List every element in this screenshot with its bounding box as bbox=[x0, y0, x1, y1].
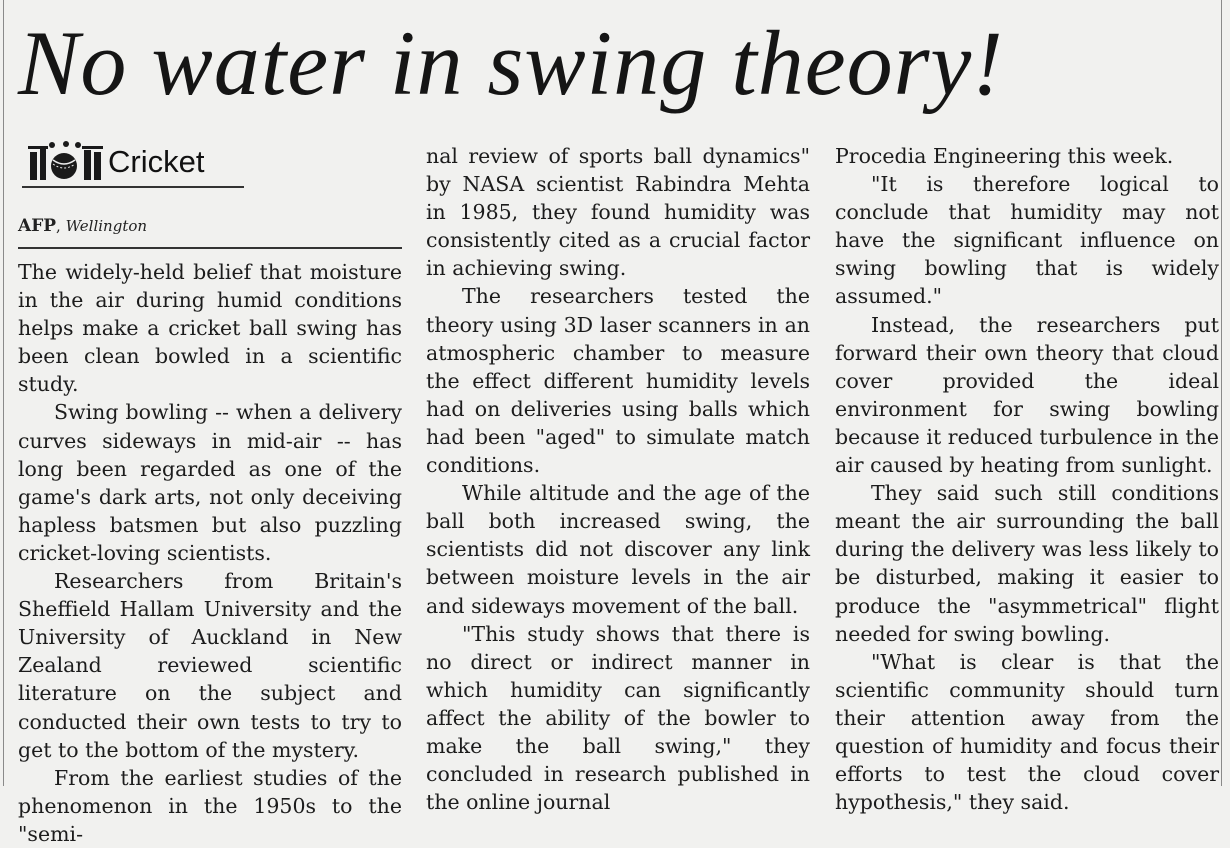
paragraph: nal review of sports ball dynamics" by NASA scientist Rabindra Mehta in 1985, they found humidity was consistently cited as a crucial factor in achieving swing. bbox=[426, 144, 810, 281]
byline-agency: AFP bbox=[18, 216, 57, 236]
paragraph: "It is therefore logical to conclude that humidity may not have the significant influence on swing bowling that is widely assumed." bbox=[835, 172, 1219, 309]
page-border-right bbox=[1221, 0, 1222, 786]
page-border-left bbox=[3, 0, 4, 786]
paragraph: Researchers from Britain's Sheffield Hallam University and the University of Auckland in New Zealand reviewed scientific literature on the subject and conducted their own tests to try to get to the bottom of the mystery. bbox=[18, 569, 402, 762]
article-column-3 bbox=[835, 142, 1219, 816]
article-column-1 bbox=[18, 258, 402, 848]
headline: No water in swing theory! bbox=[18, 12, 1004, 114]
paragraph: Swing bowling -- when a delivery curves sideways in mid-air -- has long been regarded as one of the game's dark arts, not only deceiving hapless batsmen but also puzzling cricket-loving scientists. bbox=[18, 400, 402, 565]
paragraph: Procedia Engineering this week. bbox=[835, 144, 1174, 168]
paragraph: "This study shows that there is no direct or indirect manner in which humidity can significantly affect the ability of the bowler to make the ball swing," they concluded in research published in the online journal bbox=[426, 621, 810, 815]
paragraph: The researchers tested the theory using 3D laser scanners in an atmospheric chamber to measure the effect different humidity levels had on deliveries using balls which had been "aged" to simulate match conditions. bbox=[426, 284, 810, 478]
paragraph: From the earliest studies of the phenomenon in the 1950s to the "semi- bbox=[18, 765, 402, 846]
rubric-divider bbox=[22, 186, 244, 188]
cricket-bat-ball-icon bbox=[26, 140, 106, 182]
article-column-2 bbox=[426, 142, 810, 816]
section-label: Cricket bbox=[108, 144, 205, 179]
paragraph: Instead, the researchers put forward their own theory that cloud cover provided the ideal environment for swing bowling because it reduced turbulence in the air caused by heating from sunlight. bbox=[835, 312, 1219, 478]
byline-location: Wellington bbox=[65, 217, 148, 235]
paragraph: They said such still conditions meant the air surrounding the ball during the delivery was less likely to be disturbed, making it easier to produce the "asymmetrical" flight needed for swing bowling. bbox=[835, 481, 1219, 646]
byline: AFP, Wellington bbox=[18, 216, 148, 236]
section-rubric bbox=[26, 138, 246, 184]
paragraph: The widely-held belief that moisture in the air during humid conditions helps make a cricket ball swing has been clean bowled in a scientific study. bbox=[18, 260, 402, 397]
paragraph: While altitude and the age of the ball both increased swing, the scientists did not discover any link between moisture levels in the air and sideways movement of the ball. bbox=[426, 481, 810, 618]
paragraph: "What is clear is that the scientific community should turn their attention away from the question of humidity and focus their efforts to test the cloud cover hypothesis," they said. bbox=[835, 649, 1219, 815]
byline-divider bbox=[18, 247, 402, 249]
